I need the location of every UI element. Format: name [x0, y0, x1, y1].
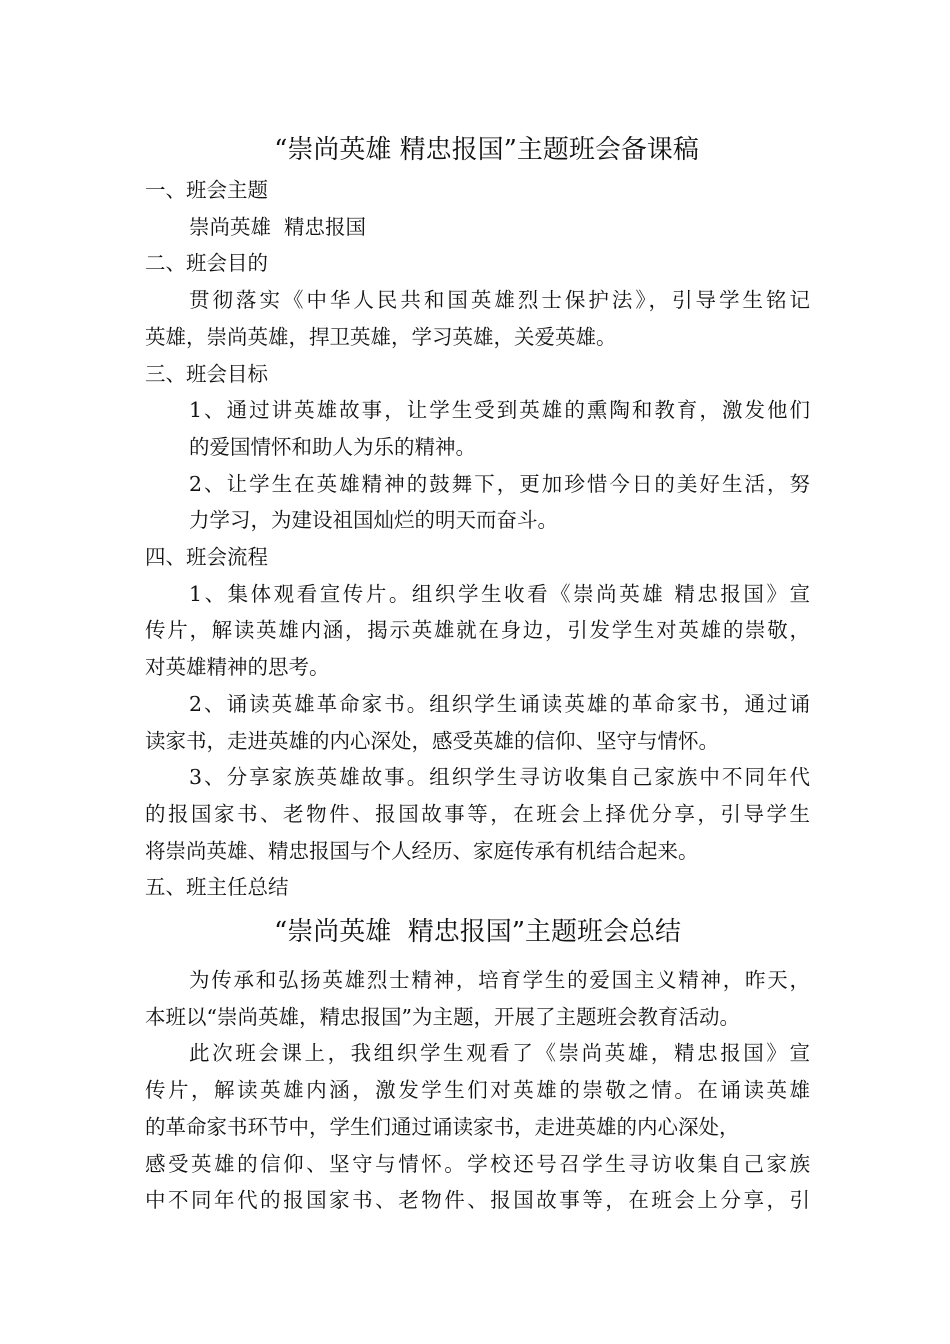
- summary-2-line-2: 传片，解读英雄内涵，激发学生们对英雄的崇敬之情。在诵读英雄: [145, 1078, 810, 1103]
- summary-title: “崇尚英雄 精忠报国”主题班会总结: [273, 917, 682, 948]
- summary-1-line-2: 本班以“崇尚英雄，精忠报国”为主题，开展了主题班会教育活动。: [145, 1004, 740, 1029]
- process-3-line-3: 将崇尚英雄、精忠报国与个人经历、家庭传承有机结合起来。: [145, 838, 699, 863]
- section-heading-goals: 三、班会目标: [145, 361, 268, 386]
- process-1-line-3: 对英雄精神的思考。: [145, 655, 330, 680]
- purpose-line-1: 贯彻落实《中华人民共和国英雄烈士保护法》，引导学生铭记: [189, 288, 810, 313]
- summary-2-line-1: 此次班会课上，我组织学生观看了《崇尚英雄，精忠报国》宣: [189, 1041, 810, 1066]
- document-page: [145, 128, 810, 1219]
- section-heading-purpose: 二、班会目的: [145, 251, 268, 276]
- goal-2-line-1: 2、让学生在英雄精神的鼓舞下，更加珍惜今日的美好生活，努: [189, 471, 810, 496]
- process-1-line-2: 传片，解读英雄内涵，揭示英雄就在身边，引发学生对英雄的崇敬，: [145, 618, 810, 643]
- process-3-line-1: 3、分享家族英雄故事。组织学生寻访收集自己家族中不同年代: [189, 765, 810, 790]
- summary-2-line-5: 中不同年代的报国家书、老物件、报国故事等，在班会上分享，引: [145, 1188, 810, 1213]
- process-2-line-1: 2、诵读英雄革命家书。组织学生诵读英雄的革命家书，通过诵: [189, 691, 810, 716]
- goal-1-line-2: 的爱国情怀和助人为乐的精神。: [189, 434, 476, 459]
- summary-2-line-3: 的革命家书环节中，学生们通过诵读家书，走进英雄的内心深处，: [145, 1114, 740, 1139]
- summary-2-line-4: 感受英雄的信仰、坚守与情怀。学校还号召学生寻访收集自己家族: [145, 1151, 810, 1176]
- summary-1-line-1: 为传承和弘扬英雄烈士精神，培育学生的爱国主义精神，昨天，: [189, 968, 810, 993]
- goal-1-line-1: 1、通过讲英雄故事，让学生受到英雄的熏陶和教育，激发他们: [189, 398, 810, 423]
- section-heading-summary: 五、班主任总结: [145, 875, 289, 900]
- document-title: “崇尚英雄 精忠报国”主题班会备课稿: [274, 135, 699, 165]
- purpose-line-2: 英雄，崇尚英雄，捍卫英雄，学习英雄，关爱英雄。: [145, 324, 617, 349]
- section-heading-process: 四、班会流程: [145, 545, 268, 570]
- process-1-line-1: 1、集体观看宣传片。组织学生收看《崇尚英雄 精忠报国》宣: [189, 581, 810, 606]
- topic-text: 崇尚英雄 精忠报国: [189, 214, 367, 239]
- section-heading-topic: 一、班会主题: [145, 178, 268, 202]
- process-2-line-2: 读家书，走进英雄的内心深处，感受英雄的信仰、坚守与情怀。: [145, 728, 719, 753]
- goal-2-line-2: 力学习，为建设祖国灿烂的明天而奋斗。: [189, 508, 558, 533]
- process-3-line-2: 的报国家书、老物件、报国故事等，在班会上择优分享，引导学生: [145, 801, 810, 826]
